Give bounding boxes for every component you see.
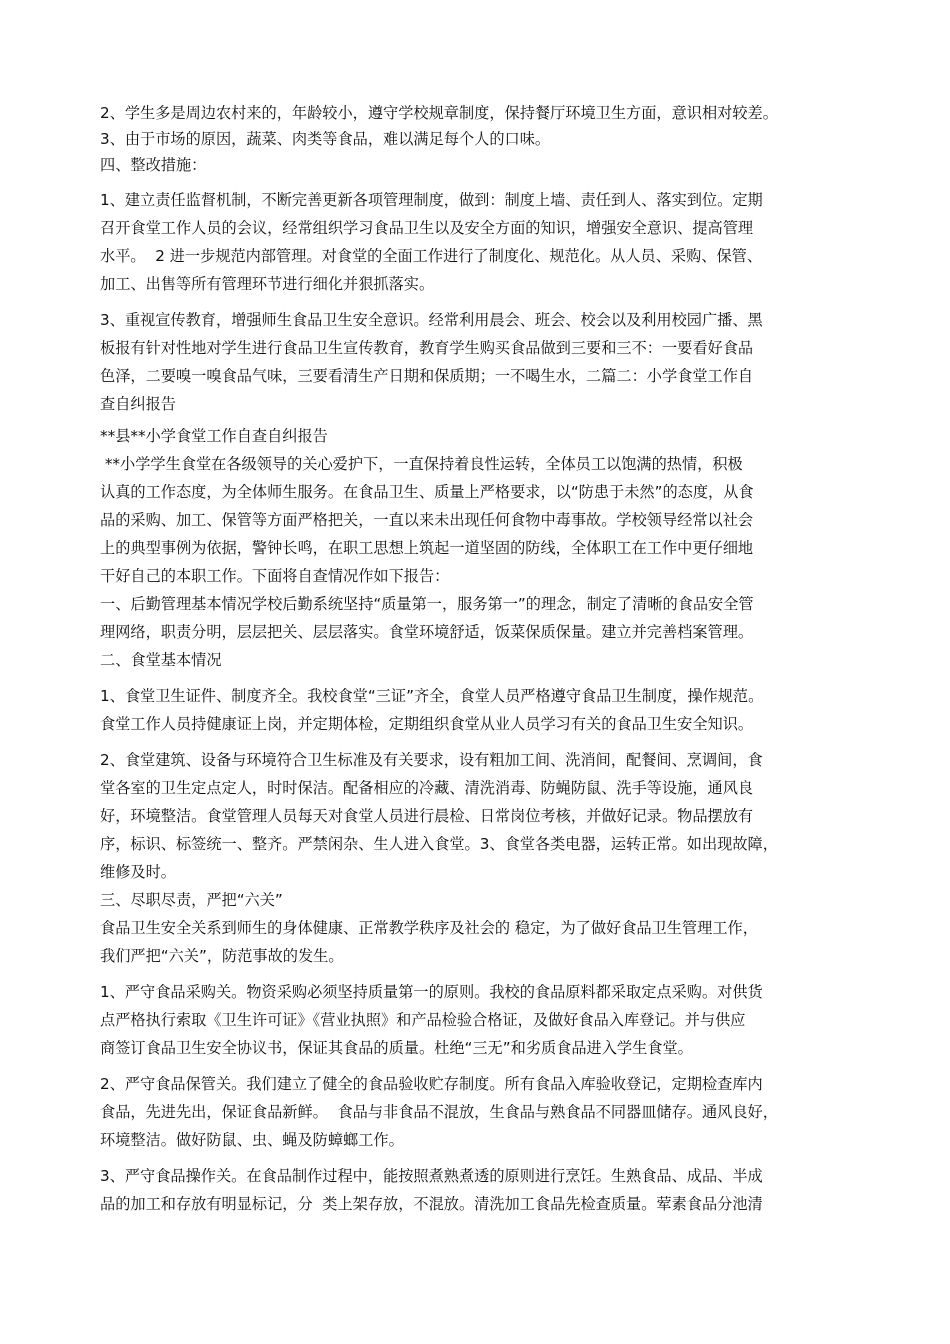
text-line: 2、学生多是周边农村来的，年龄较小，遵守学校规章制度，保持餐厅环境卫生方面，意识相对较差。	[100, 104, 778, 122]
text-line: 板报有针对性地对学生进行食品卫生宣传教育，教育学生购买食品做到三要和三不：一要看好食品	[100, 339, 754, 357]
paragraph-operation	[100, 1162, 845, 1218]
text-line: 1、建立责任监督机制，不断完善更新各项管理制度，做到：制度上墙、责任到人、落实到位。定期	[100, 191, 763, 209]
text-line: 1、严守食品采购关。物资采购必须坚持质量第一的原则。我校的食品原料都采取定点采购。对供货	[100, 983, 763, 1001]
section-heading: 四、整改措施：	[100, 156, 207, 174]
paragraph-measure-1	[100, 186, 845, 298]
text-line: 点严格执行索取《卫生许可证》《营业执照》和产品检验合格证，及做好食品入库登记。并与供应	[100, 1011, 746, 1029]
text-line: 召开食堂工作人员的会议，经常组织学习食品卫生以及安全方面的知识，增强安全意识、提高管理	[100, 219, 754, 237]
document-page	[100, 100, 845, 1218]
paragraph-logistics	[100, 590, 845, 646]
section-heading-measures	[100, 152, 845, 178]
text-line: 加工、出售等所有管理环节进行细化并狠抓落实。	[100, 275, 435, 293]
section-heading-six-checks	[100, 886, 845, 914]
text-line: 商签订食品卫生安全协议书，保证其食品的质量。杜绝“三无”和劣质食品进入学生食堂。	[100, 1039, 693, 1057]
paragraph-storage	[100, 1070, 845, 1154]
paragraph-facilities	[100, 746, 845, 886]
text-line: 食堂工作人员持健康证上岗，并定期体检，定期组织食堂从业人员学习有关的食品卫生安全知识。	[100, 715, 754, 733]
paragraph-problems	[100, 100, 845, 152]
report-title: **县**小学食堂工作自查自纠报告	[100, 427, 328, 445]
text-line: 食品卫生安全关系到师生的身体健康、正常教学秩序及社会的 稳定，为了做好食品卫生管理工作，	[100, 919, 758, 937]
paragraph-procurement	[100, 978, 845, 1062]
text-line: 上的典型事例为依据，警钟长鸣，在职工思想上筑起一道坚固的防线，全体职工在工作中更仔细地	[100, 539, 754, 557]
text-line: 序，标识、标签统一、整齐。严禁闲杂、生人进入食堂。3、食堂各类电器，运转正常。如出现故障，	[100, 835, 778, 853]
paragraph-certificates	[100, 682, 845, 738]
paragraph-measure-3	[100, 306, 845, 418]
text-line: 3、重视宣传教育，增强师生食品卫生安全意识。经常利用晨会、班会、校会以及利用校园广播、黑	[100, 311, 763, 329]
text-line: 2、严守食品保管关。我们建立了健全的食品验收贮存制度。所有食品入库验收登记，定期检查库内	[100, 1075, 763, 1093]
text-line: 1、食堂卫生证件、制度齐全。我校食堂“三证”齐全，食堂人员严格遵守食品卫生制度，操作规范。	[100, 687, 764, 705]
text-line: **小学学生食堂在各级领导的关心爱护下，一直保持着良性运转，全体员工以饱满的热情，积极	[100, 455, 743, 473]
text-line: 色泽，二要嗅一嗅食品气味，三要看清生产日期和保质期；一不喝生水，二篇二：小学食堂工作自	[100, 367, 754, 385]
text-line: 一、后勤管理基本情况学校后勤系统坚持“质量第一，服务第一”的理念，制定了清晰的食品安全管	[100, 595, 754, 613]
text-line: 环境整洁。做好防鼠、虫、蝇及防蟑螂工作。	[100, 1131, 404, 1149]
text-line: 品的采购、加工、保管等方面严格把关，一直以来未出现任何食物中毒事故。学校领导经常以社会	[100, 511, 754, 529]
section-heading: 三、尽职尽责，严把“六关”	[100, 891, 283, 909]
paragraph-six-checks-intro	[100, 914, 845, 970]
text-line: 品的加工和存放有明显标记，分 类上架存放，不混放。清洗加工食品先检查质量。荤素食品分池清	[100, 1195, 763, 1213]
text-line: 认真的工作态度，为全体师生服务。在食品卫生、质量上严格要求，以“防患于未然”的态度，从食	[100, 483, 754, 501]
text-line: 食品，先进先出，保证食品新鲜。 食品与非食品不混放，生食品与熟食品不同器皿储存。通风良好，	[100, 1103, 778, 1121]
text-line: 好，环境整洁。食堂管理人员每天对食堂人员进行晨检、日常岗位考核，并做好记录。物品摆放有	[100, 807, 754, 825]
report-title-block	[100, 422, 845, 450]
text-line: 3、由于市场的原因，蔬菜、肉类等食品，难以满足每个人的口味。	[100, 130, 551, 148]
section-heading: 二、食堂基本情况	[100, 651, 222, 669]
text-line: 堂各室的卫生定点定人，时时保洁。配备相应的冷藏、清洗消毒、防蝇防鼠、洗手等设施，通风良	[100, 779, 754, 797]
section-heading-canteen	[100, 646, 845, 674]
text-line: 查自纠报告	[100, 395, 176, 413]
text-line: 维修及时。	[100, 863, 176, 881]
paragraph-intro	[100, 450, 845, 590]
text-line: 3、严守食品操作关。在食品制作过程中，能按照煮熟煮透的原则进行烹饪。生熟食品、成品、半成	[100, 1167, 763, 1185]
text-line: 2、食堂建筑、设备与环境符合卫生标准及有关要求，设有粗加工间、洗消间，配餐间、烹调间，食	[100, 751, 763, 769]
text-line: 我们严把“六关”，防范事故的发生。	[100, 947, 344, 965]
text-line: 干好自己的本职工作。下面将自查情况作如下报告：	[100, 567, 450, 585]
text-line: 水平。 2 进一步规范内部管理。对食堂的全面工作进行了制度化、规范化。从人员、采购、保管、	[100, 247, 763, 265]
text-line: 理网络，职责分明，层层把关、层层落实。食堂环境舒适，饭菜保质保量。建立并完善档案管理。	[100, 623, 754, 641]
